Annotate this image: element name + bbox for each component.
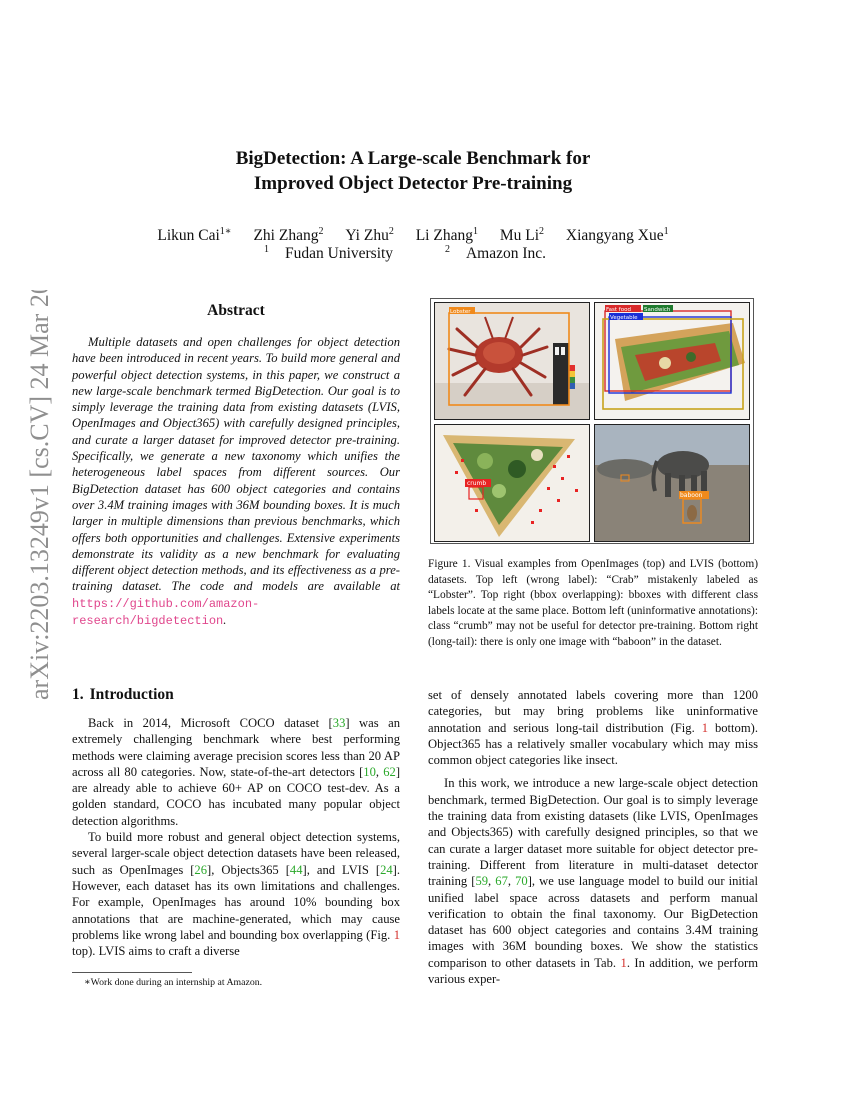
title-line-1: BigDetection: A Large-scale Benchmark for bbox=[235, 148, 591, 169]
author-affiliation-mark: 1 bbox=[472, 225, 478, 237]
author bbox=[345, 227, 394, 244]
paper-title bbox=[150, 146, 676, 196]
citation-link[interactable]: 67 bbox=[495, 874, 508, 889]
text-run: , bbox=[507, 874, 516, 889]
author-affiliation-mark: 1 bbox=[663, 225, 669, 237]
author-affiliation-mark: 2 bbox=[539, 225, 545, 237]
author bbox=[253, 227, 323, 244]
author bbox=[500, 227, 544, 244]
abstract-body bbox=[72, 334, 400, 629]
code-link[interactable]: https://github.com/amazon-research/bigdetection bbox=[72, 596, 260, 629]
citation-link[interactable]: 70 bbox=[515, 874, 528, 889]
section-title: Introduction bbox=[89, 686, 174, 703]
text-run: To build more robust and general object detection systems, several larger-scale object detection datasets have been released, such as OpenImages [ bbox=[72, 830, 400, 877]
author-name: Li Zhang bbox=[415, 227, 473, 244]
author-name: Xiangyang Xue bbox=[565, 227, 664, 244]
right-column-text bbox=[428, 687, 758, 987]
text-run: top). LVIS aims to craft a diverse bbox=[72, 944, 240, 959]
text-run: ], and LVIS [ bbox=[302, 862, 381, 877]
label-lobster: Lobster bbox=[450, 309, 471, 315]
citation-link[interactable]: 24 bbox=[380, 862, 393, 877]
author-name: Zhi Zhang bbox=[253, 227, 319, 244]
arxiv-identifier bbox=[14, 290, 58, 700]
figure-reference-link[interactable]: 1 bbox=[393, 927, 400, 942]
figure-caption: Figure 1. Visual examples from OpenImages (top) and LVIS (bottom) datasets. Top left (wrong label): “Crab” mistakenly labeled as “Lobster”. Top right (bbox overlapping): bboxes with different class labels locate at the same place. Bottom left (uninformative annotations): class “crumb” may not be useful for detector pre-training. Bottom right (long-tail): there is only one image with “baboon” in the dataset. bbox=[428, 558, 758, 648]
author-name: Likun Cai bbox=[157, 227, 220, 244]
affiliation-name: Amazon Inc. bbox=[465, 245, 546, 262]
left-column-text bbox=[72, 715, 400, 959]
footnote: ∗Work done during an internship at Amazon. bbox=[84, 977, 263, 988]
affiliation bbox=[445, 245, 562, 262]
text-run: . In addition, we perform various exper- bbox=[428, 955, 758, 987]
text-run: ] are already able to achieve 60+ AP on COCO test-dev. As a golden standard, COCO has incubated many popular object detection algorithms. bbox=[72, 764, 401, 828]
intro-paragraph-1 bbox=[72, 715, 400, 829]
affiliation-name: Fudan University bbox=[285, 245, 394, 262]
text-run: In this work, we introduce a new large-scale object detection benchmark, termed BigDetection. Our goal is to simply leverage the training data from existing datasets (like LVIS, OpenImages and Objects365) with carefully designed principles, so that we can curate a larger dataset more suitable for object detector pre-training. Different from literature in multi-dataset detector training [ bbox=[428, 776, 758, 889]
author-name: Yi Zhu bbox=[345, 227, 389, 244]
text-run: , bbox=[375, 764, 384, 779]
crab-photo bbox=[435, 303, 589, 419]
figure-1 bbox=[428, 298, 754, 540]
elephant-photo bbox=[595, 425, 749, 541]
text-run: bottom). Object365 has a relatively smaller vocabulary which may miss common object categories like insect. bbox=[428, 720, 758, 768]
arxiv-identifier-text: arXiv:2203.13249v1 [cs.CV] 24 Mar 2022 bbox=[25, 290, 54, 700]
figure-panel-crab bbox=[434, 302, 590, 420]
abstract-heading: Abstract bbox=[207, 302, 265, 319]
author-affiliation-mark: 1∗ bbox=[219, 225, 232, 237]
author-affiliation-mark: 2 bbox=[318, 225, 324, 237]
pizza-photo bbox=[435, 425, 589, 541]
section-number: 1. bbox=[72, 686, 84, 703]
label-sandwich: Sandwich bbox=[644, 307, 671, 313]
author-affiliation-mark: 2 bbox=[388, 225, 394, 237]
footnote-rule bbox=[72, 972, 192, 973]
label-crumb: crumb bbox=[467, 480, 487, 487]
abstract-end: . bbox=[223, 613, 227, 628]
figure-panel-pizza bbox=[434, 424, 590, 542]
text-run: ], Objects365 [ bbox=[207, 862, 290, 877]
text-run: ] was an extremely challenging benchmark where best performing methods were claiming average precision scores less than 20 AP across all 80 categories. Now, state-of-the-art detectors [ bbox=[72, 716, 401, 779]
text-run: ], we use language model to build our initial unified label space across datasets and perform manual verification to obtain the final taxonomy. Our BigDetection dataset has 600 object categories and contains 3.4M training images with 36M bounding boxes. We show the statistics comparison to other datasets in Tab. bbox=[428, 874, 758, 970]
citation-link[interactable]: 62 bbox=[383, 764, 396, 779]
citation-link[interactable]: 44 bbox=[289, 862, 303, 877]
section-heading-introduction bbox=[72, 686, 174, 704]
citation-link[interactable]: 33 bbox=[332, 716, 346, 730]
table-reference-link[interactable]: 1 bbox=[620, 955, 627, 970]
author-list bbox=[120, 226, 706, 246]
label-baboon: baboon bbox=[680, 492, 703, 499]
author bbox=[566, 227, 669, 244]
figure-panel-elephant bbox=[594, 424, 750, 542]
text-run: ]. However, each dataset has its own limitations and challenges. For example, OpenImages has around 10% bounding box annotations that are machine-generated, which may cause problems like wrong label and bounding box overlapping (Fig. bbox=[72, 862, 400, 942]
citation-link[interactable]: 26 bbox=[194, 862, 208, 877]
label-fast-food: Fast food bbox=[606, 307, 631, 313]
author bbox=[416, 227, 478, 244]
figure-panel-sandwich bbox=[594, 302, 750, 420]
text-run: set of densely annotated labels covering more than 1200 categories, but may bring problems like uninformative annotation and serious long-tail distribution (Fig. bbox=[428, 688, 758, 735]
citation-link[interactable]: 10 bbox=[363, 764, 376, 779]
title-line-2: Improved Object Detector Pre-training bbox=[253, 173, 573, 194]
author bbox=[157, 227, 231, 244]
right-paragraph-2 bbox=[428, 775, 758, 987]
abstract-text: Multiple datasets and open challenges for object detection have been introduced in recent years. To build more general and powerful object detection systems, in this paper, we construct a new large-scale benchmark termed BigDetection. Our goal is to simply leverage the training data from existing datasets (LVIS, OpenImages and Object365) with carefully designed principles, and curate a larger dataset for improved detector pre-training. Specifically, we generate a new taxonomy which unifies the heterogeneous label spaces from different sources. Our BigDetection dataset has 600 object categories and contains over 3.4M training images with 36M bounding boxes. It is much larger in multiple dimensions than previous benchmarks, which offers both opportunities and challenges. Extensive experiments demonstrate its validity as a new benchmark for evaluating different object detection methods, and its effectiveness as a pre-training dataset. The code and models are available at bbox=[72, 335, 400, 594]
affiliation-mark: 2 bbox=[444, 243, 450, 255]
sandwich-photo bbox=[595, 303, 749, 419]
affiliations bbox=[120, 245, 706, 263]
figure-reference-link[interactable]: 1 bbox=[701, 720, 708, 735]
affiliation-mark: 1 bbox=[264, 243, 269, 255]
text-run: , bbox=[488, 874, 496, 889]
author-name: Mu Li bbox=[499, 227, 540, 244]
text-run: Back in 2014, Microsoft COCO dataset [ bbox=[88, 716, 333, 730]
right-paragraph-1 bbox=[428, 687, 758, 768]
label-vegetable: Vegetable bbox=[610, 315, 638, 321]
affiliation bbox=[264, 245, 409, 262]
intro-paragraph-2 bbox=[72, 829, 400, 959]
citation-link[interactable]: 59 bbox=[475, 874, 489, 889]
